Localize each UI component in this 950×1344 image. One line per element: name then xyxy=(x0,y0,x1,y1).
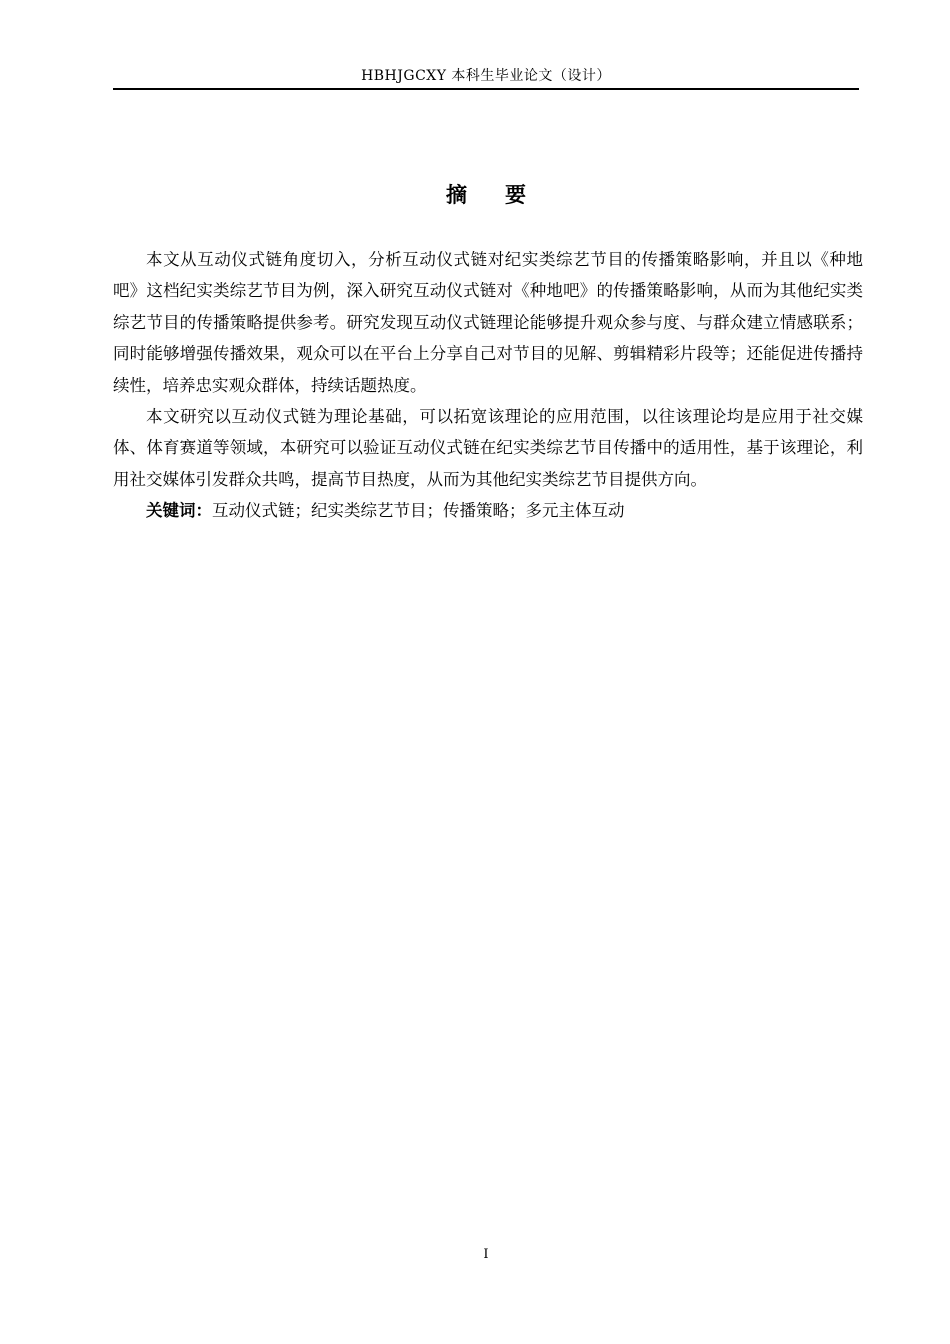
abstract-paragraph-1: 本文从互动仪式链角度切入，分析互动仪式链对纪实类综艺节目的传播策略影响，并且以《种地吧》这档纪实类综艺节目为例，深入研究互动仪式链对《种地吧》的传播策略影响，从而为其他纪实类综艺节目的传播策略提供参考。研究发现互动仪式链理论能够提升观众参与度、与群众建立情感联系；同时能够增强传播效果，观众可以在平台上分享自己对节目的见解、剪辑精彩片段等；还能促进传播持续性，培养忠实观众群体，持续话题热度。 xyxy=(113,250,863,395)
keywords-line xyxy=(113,495,863,526)
abstract-body xyxy=(113,244,863,527)
abstract-paragraph-2: 本文研究以互动仪式链为理论基础，可以拓宽该理论的应用范围，以往该理论均是应用于社交媒体、体育赛道等领域，本研究可以验证互动仪式链在纪实类综艺节目传播中的适用性，基于该理论，利用社交媒体引发群众共鸣，提高节目热度，从而为其他纪实类综艺节目提供方向。 xyxy=(113,407,863,489)
keywords-text: 互动仪式链；纪实类综艺节目；传播策略；多元主体互动 xyxy=(212,501,625,521)
abstract-title: 摘要 xyxy=(446,183,564,207)
keywords-label: 关键词： xyxy=(146,501,212,521)
page-number: I xyxy=(483,1247,489,1262)
running-header: HBHJGCXY 本科生毕业论文（设计） xyxy=(361,68,611,84)
header-rule xyxy=(113,88,859,90)
